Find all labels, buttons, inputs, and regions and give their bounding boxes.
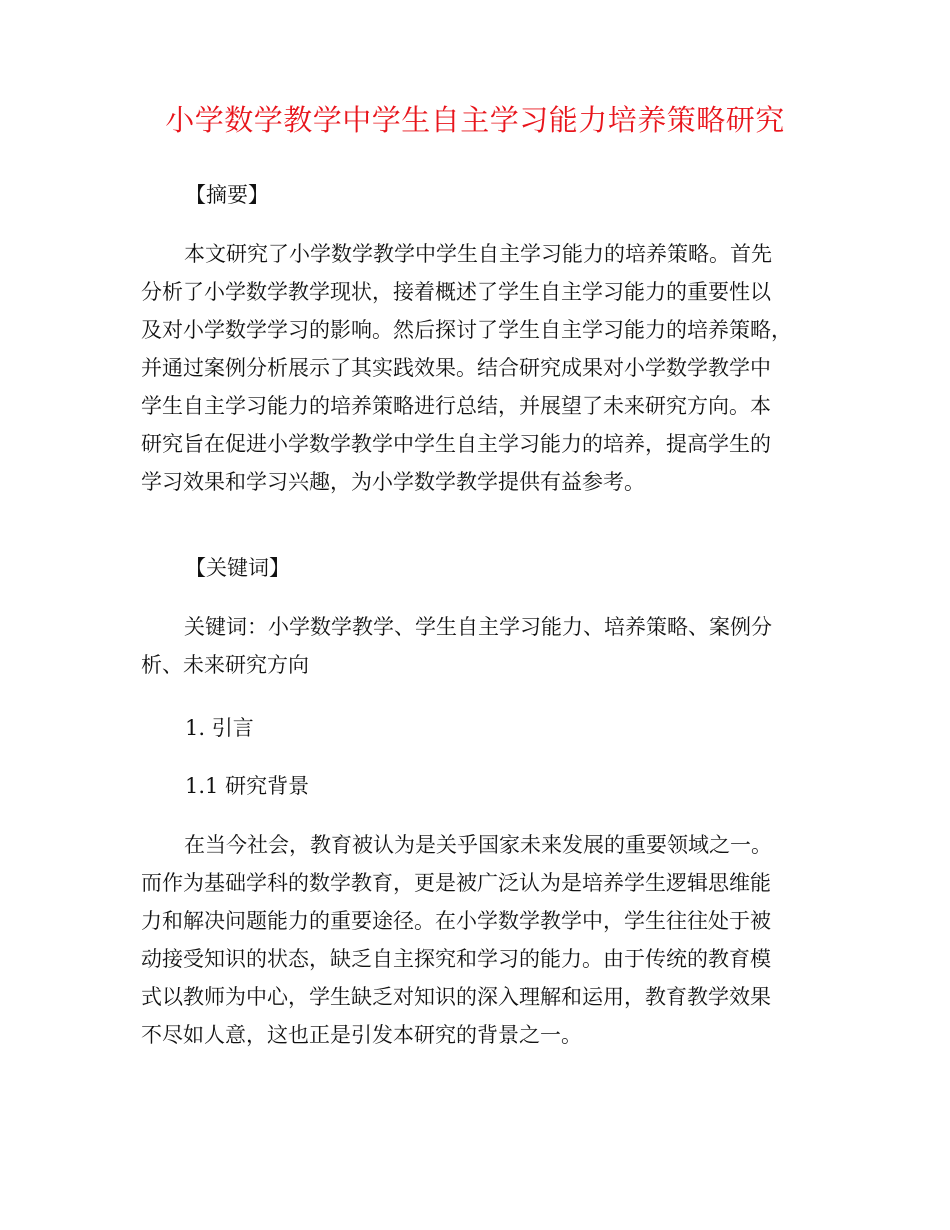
subsection-heading-background: 1.1 研究背景 [185, 774, 310, 798]
background-line: 在当今社会，教育被认为是关乎国家未来发展的重要领域之一。 [184, 833, 772, 857]
abstract-line: 学生自主学习能力的培养策略进行总结，并展望了未来研究方向。本 [141, 394, 771, 418]
document-title: 小学数学教学中学生自主学习能力培养策略研究 [165, 103, 785, 137]
background-line: 动接受知识的状态，缺乏自主探究和学习的能力。由于传统的教育模 [141, 947, 771, 971]
abstract-line: 并通过案例分析展示了其实践效果。结合研究成果对小学数学教学中 [141, 356, 771, 380]
background-line: 不尽如人意，这也正是引发本研究的背景之一。 [141, 1023, 582, 1047]
abstract-line: 及对小学数学学习的影响。然后探讨了学生自主学习能力的培养策略， [141, 318, 792, 342]
abstract-line: 学习效果和学习兴趣，为小学数学教学提供有益参考。 [141, 470, 645, 494]
background-line: 力和解决问题能力的重要途径。在小学数学教学中，学生往往处于被 [141, 909, 771, 933]
abstract-heading: 【摘要】 [185, 183, 269, 207]
abstract-line: 分析了小学数学教学现状，接着概述了学生自主学习能力的重要性以 [141, 280, 771, 304]
keywords-paragraph [141, 608, 841, 684]
section-heading-introduction: 1. 引言 [185, 716, 254, 740]
abstract-paragraph [141, 235, 841, 501]
background-line: 式以教师为中心，学生缺乏对知识的深入理解和运用，教育教学效果 [141, 985, 771, 1009]
keywords-line: 关键词：小学数学教学、学生自主学习能力、培养策略、案例分 [184, 615, 772, 639]
background-paragraph [141, 826, 841, 1054]
abstract-line: 研究旨在促进小学数学教学中学生自主学习能力的培养，提高学生的 [141, 432, 771, 456]
keywords-heading: 【关键词】 [185, 556, 290, 580]
background-line: 而作为基础学科的数学教育，更是被广泛认为是培养学生逻辑思维能 [141, 871, 771, 895]
abstract-line: 本文研究了小学数学教学中学生自主学习能力的培养策略。首先 [184, 242, 772, 266]
keywords-line: 析、未来研究方向 [141, 653, 309, 677]
